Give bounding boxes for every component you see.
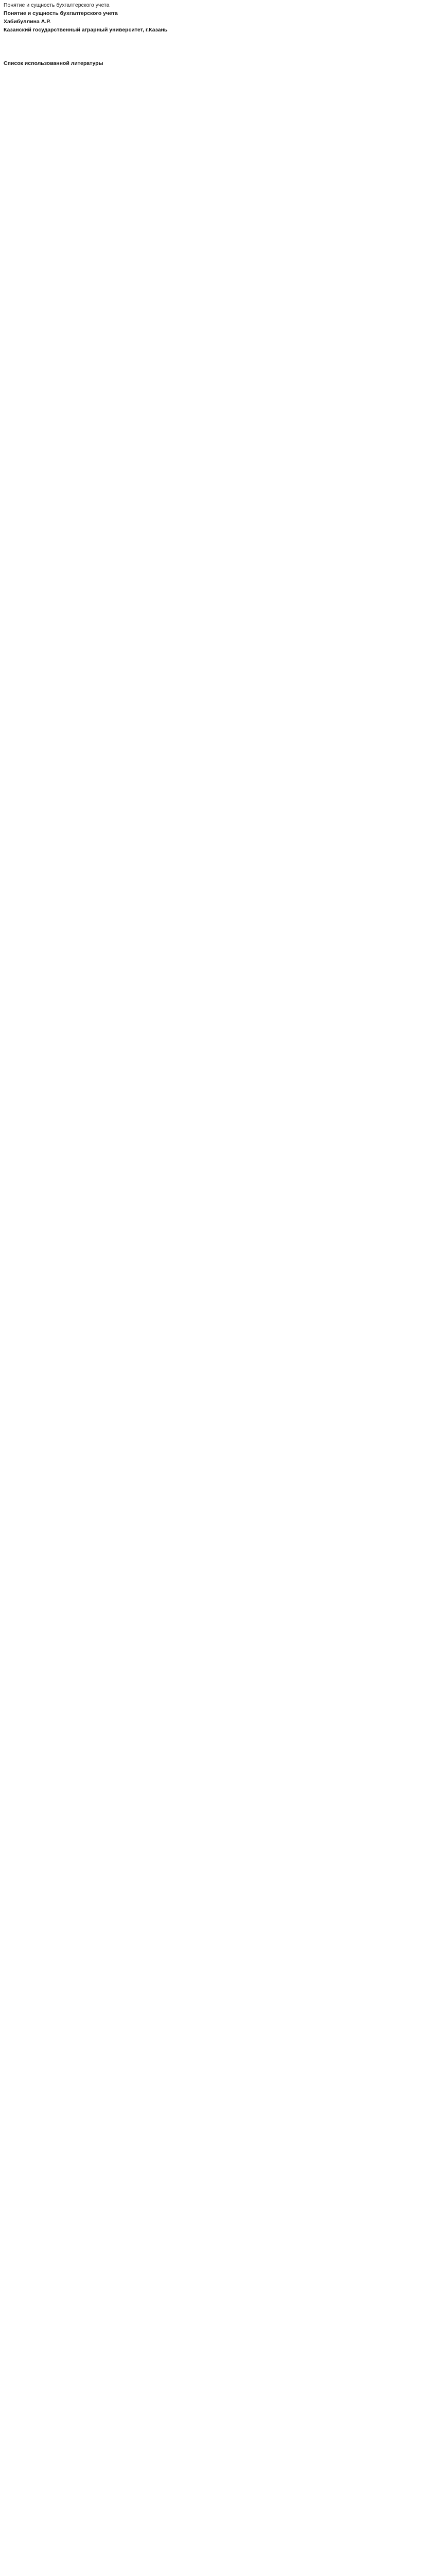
author-affiliation: Казанский государственный аграрный университет, г.Казань xyxy=(4,27,168,33)
section-spacer xyxy=(4,39,432,60)
references-heading: Список использованной литературы xyxy=(4,60,103,66)
author-name: Хабибуллина А.Р. xyxy=(4,19,51,25)
document-page xyxy=(0,0,436,67)
article-heading: Понятие и сущность бухгалтерского учета xyxy=(4,10,118,16)
references-section xyxy=(4,60,432,67)
document-title: Понятие и сущность бухгалтерского учета xyxy=(4,2,110,8)
